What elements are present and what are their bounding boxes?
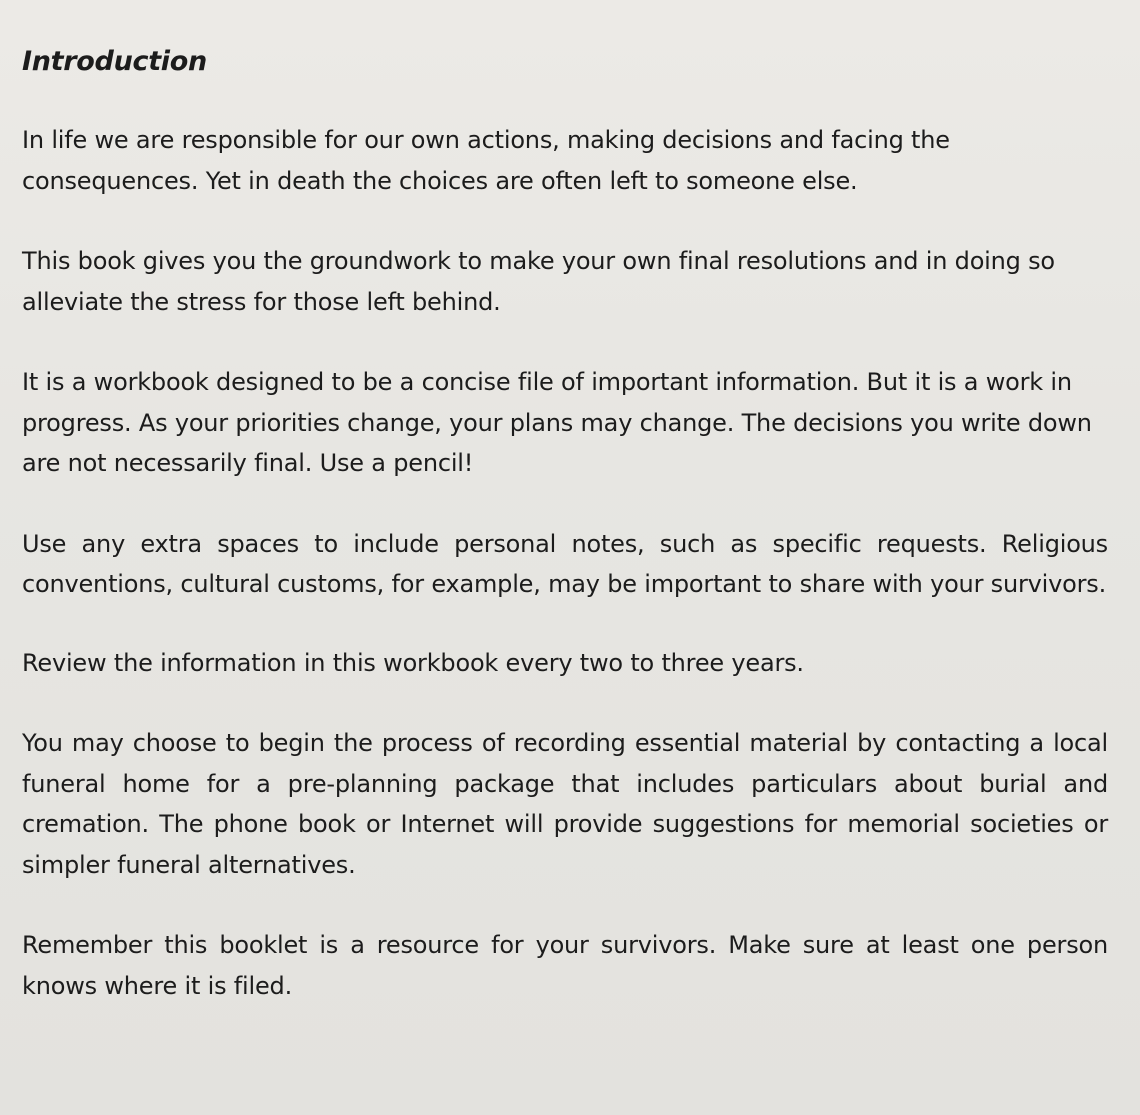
paragraph-4: Use any extra spaces to include personal notes, such as specific requests. Religious conventions, cultural customs, for example, may be important to share with your survivors. (22, 529, 1108, 598)
paragraph-6: You may choose to begin the process of recording essential material by contacting a local funeral home for a pre-planning package that includes particulars about burial and cremation. The phone book or Internet will provide suggestions for memorial societies or simpler funeral alternatives. (22, 729, 1108, 879)
paragraph-7: Remember this booklet is a resource for your survivors. Make sure at least one person knows where it is filed. (22, 931, 1108, 1000)
paragraph-3: It is a workbook designed to be a concise file of important information. But it is a work in progress. As your priorities change, your plans may change. The decisions you write down are not necessarily final. Use a pencil! (22, 368, 1092, 477)
page-title: Introduction (22, 46, 207, 77)
paragraph-5: Review the information in this workbook every two to three years. (22, 648, 804, 677)
paragraph-2: This book gives you the groundwork to make your own final resolutions and in doing so alleviate the stress for those left behind. (22, 247, 1055, 316)
paragraph-1: In life we are responsible for our own actions, making decisions and facing the consequences. Yet in death the choices are often left to someone else. (22, 126, 950, 195)
